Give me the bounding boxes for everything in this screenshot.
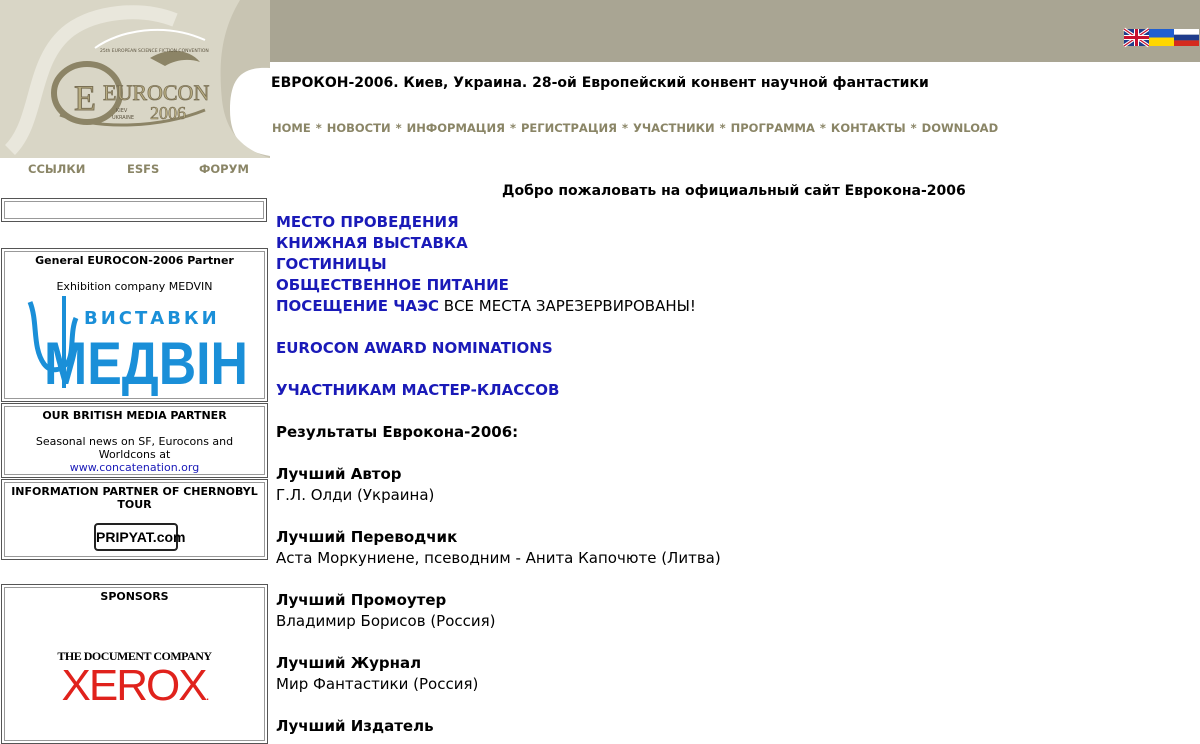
result-winner: Мир Фантастики (Россия): [276, 675, 479, 693]
logo-city: KIEV: [116, 108, 128, 114]
language-flags: [1124, 29, 1199, 46]
sidebar-partner-box: [1, 248, 268, 402]
eurocon-logo[interactable]: [0, 0, 270, 158]
nav-news[interactable]: НОВОСТИ: [326, 121, 391, 135]
nav-download[interactable]: DOWNLOAD: [921, 121, 999, 135]
media-text: Seasonal news on SF, Eurocons and Worldcons at: [35, 435, 234, 461]
pripyat-logo[interactable]: PRIPYAT.com: [94, 523, 178, 551]
nav-separator: *: [819, 121, 826, 135]
nav-information[interactable]: ИНФОРМАЦИЯ: [406, 121, 505, 135]
nav-participants[interactable]: УЧАСТНИКИ: [632, 121, 715, 135]
subnav-esfs[interactable]: ESFS: [127, 162, 160, 176]
result-category: Лучший Журнал: [276, 654, 422, 672]
chernobyl-note: ВСЕ МЕСТА ЗАРЕЗЕРВИРОВАНЫ!: [439, 297, 696, 315]
logo-year: 2006: [150, 103, 186, 123]
english-flag-icon[interactable]: [1124, 29, 1149, 46]
media-title: OUR BRITISH MEDIA PARTNER: [42, 409, 227, 422]
result-category: Лучший Издатель: [276, 717, 434, 735]
link-masterclass[interactable]: УЧАСТНИКАМ МАСТЕР-КЛАССОВ: [276, 381, 560, 399]
main-content: [276, 212, 1176, 737]
xerox-logo-dot: .: [205, 687, 208, 703]
chernobyl-title: INFORMATION PARTNER OF CHERNOBYL TOUR: [11, 485, 258, 511]
partner-title: General EUROCON-2006 Partner: [35, 254, 234, 267]
sidebar-chernobyl-box: [1, 479, 268, 560]
logo-e-letter: E: [74, 78, 96, 118]
link-venue[interactable]: МЕСТО ПРОВЕДЕНИЯ: [276, 213, 459, 231]
nav-program[interactable]: ПРОГРАММА: [730, 121, 815, 135]
nav-separator: *: [910, 121, 917, 135]
header-band-lower: [270, 62, 1200, 68]
xerox-tagline: THE DOCUMENT COMPANY: [57, 649, 212, 663]
logo-name: EUROCON: [103, 80, 210, 105]
medvin-logo[interactable]: [24, 292, 250, 397]
nav-registration[interactable]: РЕГИСТРАЦИЯ: [520, 121, 617, 135]
nav-home[interactable]: HOME: [272, 121, 311, 135]
top-nav: [272, 121, 998, 135]
nav-separator: *: [315, 121, 322, 135]
medvin-logo-main-text: МЕДВIН: [44, 330, 248, 397]
subnav-links[interactable]: ССЫЛКИ: [28, 162, 86, 176]
logo-country: UKRAINE: [112, 115, 135, 121]
sponsors-title: SPONSORS: [100, 590, 169, 603]
concatenation-link[interactable]: www.concatenation.org: [69, 461, 200, 474]
medvin-logo-top-text: ВИСТАВКИ: [84, 308, 220, 329]
partner-subtitle: Exhibition company MEDVIN: [56, 280, 213, 293]
sidebar-media-box: [1, 403, 268, 478]
nav-separator: *: [509, 121, 516, 135]
logo-tagline: 25th EUROPEAN SCIENCE FICTION CONVENTION: [100, 49, 209, 54]
xerox-logo[interactable]: [2, 661, 267, 711]
site-title: ЕВРОКОН-2006. Киев, Украина. 28-ой Европейский конвент научной фантастики: [271, 75, 929, 91]
sidebar-sponsors-box: [1, 584, 268, 744]
link-chernobyl[interactable]: ПОСЕЩЕНИЕ ЧАЭС: [276, 297, 440, 315]
subnav-forum[interactable]: ФОРУМ: [199, 162, 249, 176]
result-winner: Г.Л. Олди (Украина): [276, 486, 435, 504]
nav-separator: *: [719, 121, 726, 135]
result-category: Лучший Промоутер: [276, 591, 447, 609]
link-hotels[interactable]: ГОСТИНИЦЫ: [276, 255, 387, 273]
nav-separator: *: [395, 121, 402, 135]
ukrainian-flag-icon[interactable]: [1149, 29, 1174, 46]
result-winner: Владимир Борисов (Россия): [276, 612, 496, 630]
result-category: Лучший Переводчик: [276, 528, 458, 546]
nav-contacts[interactable]: КОНТАКТЫ: [830, 121, 906, 135]
sidebar-empty-box: [1, 198, 267, 222]
result-winner: Аста Моркуниене, псеводним - Анита Капочюте (Литва): [276, 549, 721, 567]
link-award-nominations[interactable]: EUROCON AWARD NOMINATIONS: [276, 339, 553, 357]
link-catering[interactable]: ОБЩЕСТВЕННОЕ ПИТАНИЕ: [276, 276, 509, 294]
nav-separator: *: [621, 121, 628, 135]
results-title: Результаты Еврокона-2006:: [276, 423, 519, 441]
welcome-heading: Добро пожаловать на официальный сайт Еврокона-2006: [502, 183, 966, 199]
russian-flag-icon[interactable]: [1174, 29, 1199, 46]
eurocon-logo-graphic: [0, 0, 270, 158]
link-book-fair[interactable]: КНИЖНАЯ ВЫСТАВКА: [276, 234, 468, 252]
result-category: Лучший Автор: [276, 465, 402, 483]
xerox-logo-text: XEROX: [61, 661, 206, 710]
